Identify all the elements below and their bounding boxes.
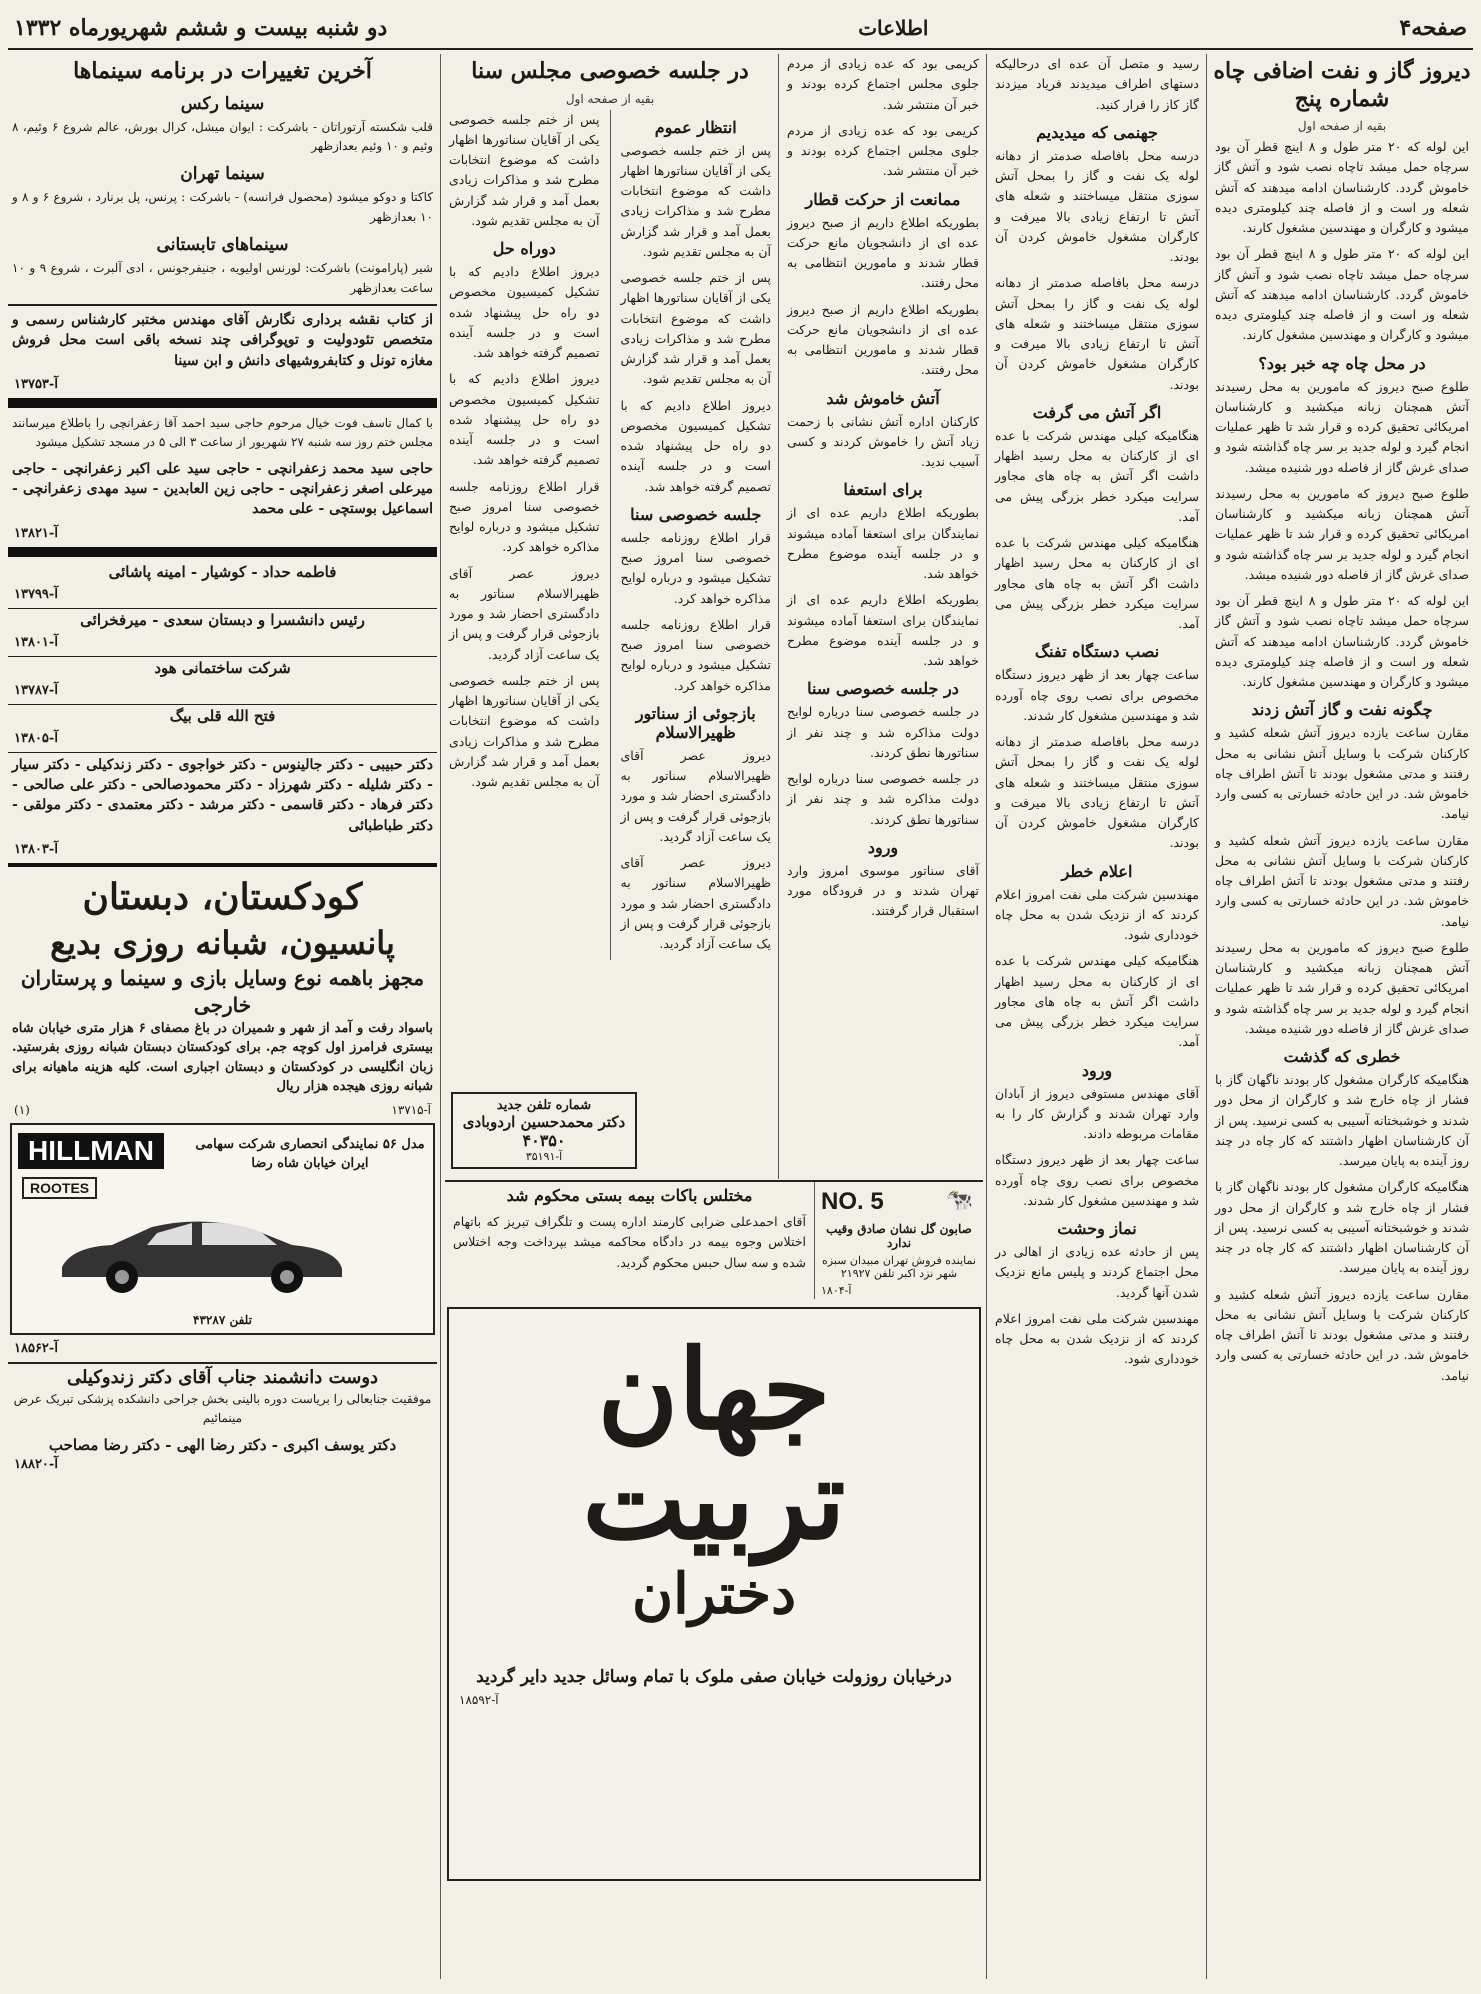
ad-code: آ-۱۳۷۱۵ — [391, 1102, 431, 1117]
subheading: جهنمی که میدیدیم — [1036, 122, 1158, 142]
car-brand: HILLMAN — [18, 1133, 164, 1169]
article-paragraph: در جلسه خصوصی سنا درباره لوایح دولت مذاکره شد و چند نفر از سناتورها نطق کردند. — [787, 704, 979, 760]
headline-cinema: آخرین تغییرات در برنامه سینماها — [73, 58, 372, 84]
article-paragraph: آقای احمدعلی ضرابی کارمند اداره پست و تلگراف تبریز که باتهام اختلاس وجوه بیمه در دادگاه محاکمه میشد بپرداخت وجه اختلاس شده و سه سال حبس محکوم گردید. — [453, 1214, 806, 1270]
ad-code: آ-۱۸۵۹۲ — [459, 1693, 499, 1707]
column-divider — [610, 110, 611, 961]
ad-code: آ-۱۸۸۲۰ — [14, 1457, 58, 1473]
article-paragraph: پس از ختم جلسه خصوصی یکی از آقایان سناتورها اظهار داشت که موضوع انتخابات مطرح شد و مذاکرات زیادی بعمل آمد و قرار شد گزارش آن به مجلس تقدیم شود. — [449, 672, 600, 789]
article-paragraph: دیروز اطلاع دادیم که با تشکیل کمیسیون مخصوص دو راه حل پیشنهاد شده است و در جلسه آینده تصمیم گرفته خواهد شد. — [449, 371, 600, 468]
subheading: نصب دستگاه تفنگ — [1034, 642, 1160, 662]
column-divider — [440, 54, 441, 1979]
article-paragraph: مقارن ساعت یازده دیروز آتش شعله کشید و کارکنان شرکت با وسایل آتش نشانی به محل رفتند و مدتی مشغول بودند تا آتش اطراف چاه خاموش شد. در این حادثه خسارتی به کسی وارد نیامد. — [1215, 1286, 1469, 1383]
article-paragraph: دیروز اطلاع دادیم که با تشکیل کمیسیون مخصوص دو راه حل پیشنهاد شده است و در جلسه آینده تصمیم گرفته خواهد شد. — [449, 264, 600, 360]
article-paragraph: دیروز اطلاع دادیم که با تشکیل کمیسیون مخصوص دو راه حل پیشنهاد شده است و در جلسه آینده تصمیم گرفته خواهد شد. — [620, 397, 771, 494]
subheading: بازجوئی از سناتور ظهیرالاسلام — [635, 703, 756, 742]
doctors-names: دکتر حبیبی - دکتر جالینوس - دکتر خواجوی - دکتر زندکیلی - دکتر سیار - دکتر شلیله - دکتر شهرزاد - دکتر محمودصالحی - دکتر علی صالحی - دکتر فرهاد - دکتر قاسمی - دکتر مرشد - دکتر معتمدی - دکتر مولقی - دکتر طباطبائی — [12, 756, 433, 834]
article-paragraph: پس از ختم جلسه خصوصی یکی از آقایان سناتورها اظهار داشت که موضوع انتخابات مطرح شد و مذاکرات زیادی بعمل آمد و قرار شد گزارش آن به مجلس تقدیم شود. — [449, 111, 600, 228]
article-paragraph: دیروز عصر آقای ظهیرالاسلام سناتور به دادگستری احضار شد و مورد بازجوئی قرار گرفت و پس از یک ساعت آزاد گردید. — [449, 565, 600, 662]
column-misc-news — [783, 54, 983, 1179]
article-paragraph: طلوع صبح دیروز که مامورین به محل رسیدند آتش همچنان زبانه میکشید و کارشناسان امریکائی تحقیق کرده و قرار شد تا ظهر عملیات انجام گیرد و لوله جدید بر سر چاه گذاشته شود و صدای غرش گاز از فاصله دور شنیده میشد. — [1215, 378, 1469, 475]
school-address: درخیابان روزولت خیابان صفی ملوک با تمام وسائل جدید دایر گردید — [476, 1667, 952, 1687]
headline-senate: در جلسه خصوصی مجلس سنا — [471, 58, 749, 84]
article-paragraph: هنگامیکه کارگران مشغول کار بودند ناگهان گاز با فشار از چاه خارج شد و کارگران از محل دور شدند و خوشبختانه آسیبی به کسی نرسید. پس از آن کارشناسان اظهار داشتند که کار چاه در چند روز آینده به پایان میرسد. — [1215, 1179, 1469, 1276]
article-paragraph: طلوع صبح دیروز که مامورین به محل رسیدند آتش همچنان زبانه میکشید و کارشناسان امریکائی تحقیق کرده و قرار شد تا ظهر عملیات انجام گیرد و لوله جدید بر سر چاه گذاشته شود و صدای غرش گاز از فاصله دور شنیده میشد. — [1215, 485, 1469, 582]
headline-embezzlement: مختلس باکات بیمه بستی محکوم شد — [506, 1186, 753, 1205]
black-separator — [8, 398, 437, 408]
article-paragraph: مهندسین شرکت ملی نفت امروز اعلام کردند که از نزدیک شدن به محل چاه خودداری شود. — [995, 886, 1199, 942]
continued-note: بقیه از صفحه اول — [1297, 119, 1387, 133]
article-paragraph: طلوع صبح دیروز که مامورین به محل رسیدند آتش همچنان زبانه میکشید و کارشناسان امریکائی تحقیق کرده و قرار شد تا ظهر عملیات انجام گیرد و لوله جدید بر سر چاه گذاشته شود و صدای غرش گاز از فاصله دور شنیده میشد. — [1215, 939, 1469, 1036]
embezzlement-article — [445, 1182, 814, 1299]
continued-note: بقیه از صفحه اول — [565, 91, 655, 106]
ad-number: (۱) — [14, 1102, 30, 1117]
ad-code: آ-۳۵۱۹۱ — [525, 1150, 563, 1163]
cinema-name: سینما تهران — [180, 164, 265, 185]
subheading: چگونه نفت و گاز آتش زدند — [1251, 700, 1433, 720]
obituary-notice: با کمال تاسف فوت خیال مرحوم حاجی سید احمد آقا زعفرانچی را باطلاع میرسانند مجلس ختم روز سه شنبه ۲۷ شهریور از ساعت ۳ الی ۵ در مسجد تشکیل میشود — [12, 416, 433, 450]
article-paragraph: دیروز عصر آقای ظهیرالاسلام سناتور به دادگستری احضار شد و مورد بازجوئی قرار گرفت و پس از یک ساعت آزاد گردید. — [620, 855, 771, 951]
column-cinema-ads — [8, 54, 437, 1979]
column-divider — [1206, 54, 1207, 1979]
senate-subcol-left — [445, 110, 604, 961]
article-paragraph: کریمی بود که عده زیادی از مردم جلوی مجلس اجتماع کرده بودند و خبر آن منتشر شد. — [787, 122, 979, 179]
article-paragraph: هنگامیکه کیلی مهندس شرکت با عده ای از کارکنان به محل رسید اظهار داشت اگر آتش به چاه های مجاور سرایت میکرد خطر بزرگی پیش می آمد. — [995, 535, 1199, 631]
bottom-center-area — [445, 1180, 983, 1980]
column-divider — [986, 54, 987, 1979]
ad-code: آ-۱۳۸۰۳ — [14, 841, 58, 857]
article-paragraph: کریمی بود که عده زیادی از مردم جلوی مجلس اجتماع کرده بودند و خبر آن منتشر شد. — [787, 56, 979, 112]
subheading: در محل چاه چه خبر بود؟ — [1258, 353, 1426, 373]
article-paragraph: قرار اطلاع روزنامه جلسه خصوصی سنا امروز صبح تشکیل میشود و درباره لوایح مذاکره خواهد کرد. — [620, 616, 771, 693]
ad-title: کودکستان، دبستان — [82, 875, 363, 918]
article-paragraph: درسه محل بافاصله صدمتر از دهانه لوله یک نفت و گاز را بمحل آتش سوزی منتقل میساختند و شعله های آتش تا ارتفاع زیادی بالا میرفت و کارگران مشغول خاموش کردن آن بودند. — [995, 734, 1199, 851]
column-divider — [778, 54, 779, 1179]
subheading: اعلام خطر — [1061, 861, 1133, 881]
column-oil-well — [1211, 54, 1473, 1979]
congrats-signature: دکتر یوسف اکبری - دکتر رضا الهی - دکتر رضا مصاحب — [48, 1435, 397, 1454]
ad-code: آ-۱۳۷۹۹ — [14, 586, 58, 602]
column-senate — [445, 54, 775, 1179]
car-illustration — [52, 1207, 352, 1297]
ad-code: آ-۱۸۵۶۲ — [14, 1340, 58, 1356]
book-ad: از کتاب نقشه برداری نگارش آقای مهندس مختبر کارشناس رسمی و متخصص تئودولیت و توپوگرافی چند نسخه باقی است محل فروش مغازه تونل و کتابفروشیهای دانش و ابن سینا — [12, 312, 433, 369]
column-oil-continued — [991, 54, 1203, 1979]
article-paragraph: درسه محل بافاصله صدمتر از دهانه لوله یک نفت و گاز را بمحل آتش سوزی منتقل میساختند و شعله های آتش تا ارتفاع زیادی بالا میرفت و کارگران مشغول خاموش کردن آن بودند. — [995, 275, 1199, 392]
notice-signature: فاطمه حداد - کوشیار - امینه پاشائی — [108, 562, 337, 581]
article-paragraph: کارکنان اداره آتش نشانی با زحمت زیاد آتش را خاموش کردند و کسی آسیب ندید. — [787, 413, 979, 469]
phone-notice — [451, 1092, 637, 1169]
phone-number: ۴۰۳۵۰ — [522, 1131, 566, 1150]
subheading: انتظار عموم — [654, 117, 737, 137]
subheading: جلسه خصوصی سنا — [630, 504, 762, 524]
article-paragraph: درسه محل بافاصله صدمتر از دهانه لوله یک نفت و گاز را بمحل آتش سوزی منتقل میساختند و شعله های آتش تا ارتفاع زیادی بالا میرفت و کارگران مشغول خاموش کردن آن بودند. — [995, 147, 1199, 264]
issue-date: دو شنبه بیست و ششم شهریورماه ۱۳۳۲ — [14, 15, 388, 41]
newspaper-name: اطلاعات — [858, 16, 929, 40]
article-paragraph: این لوله که ۲۰ متر طول و ۸ اینچ قطر آن بود سرچاه حمل میشد تاچاه نصب شود و آتش گاز خاموش گردد. کارشناسان ادامه میدهند که آتش شعله ور است و از فاصله چند کیلومتری دیده میشود و کارگران و مهندسین مشغول کارند. — [1215, 246, 1469, 343]
ad-code: آ-۱۳۷۵۳ — [14, 377, 58, 393]
cow-icon: 🐄 — [945, 1188, 973, 1213]
ad-body: باسواد رفت و آمد از شهر و شمیران در باغ مصفای ۶ هزار متری خیابان شاه بیستری فرامرز اول کوچه جم. برای کودکستان دبستان شبانه روزی بفرستید. زبان انگلیسی در کودکستان و دبستان اجباری است. کلیه هزینه ماهیانه برای شبانه روزی هیجده هزار ریال — [12, 1020, 434, 1095]
article-paragraph: پس از حادثه عده زیادی از اهالی در محل اجتماع کردند و پلیس مانع نزدیک شدن آنها گردید. — [995, 1244, 1199, 1300]
ad-code: آ-۱۳۸۰۱ — [14, 634, 58, 650]
school-subtitle: دختران — [631, 1561, 797, 1627]
article-paragraph: این لوله که ۲۰ متر طول و ۸ اینچ قطر آن بود سرچاه حمل میشد تاچاه نصب شود و آتش گاز خاموش گردد. کارشناسان ادامه میدهند که آتش شعله ور است و از فاصله چند کیلومتری دیده میشود و کارگران و مهندسین مشغول کارند. — [1215, 593, 1469, 689]
subheading: نماز وحشت — [1057, 1219, 1137, 1238]
ad-code: آ-۱۳۸۲۱ — [14, 525, 58, 541]
subheading: خطری که گذشت — [1283, 1047, 1401, 1066]
obituary-names: حاجی سید محمد زعفرانچی - حاجی سید علی اکبر زعفرانچی - حاجی میرعلی اصغر زعفرانچی - حاجی زین العابدین - سید مهدی زعفرانچی - اسماعیل بوستچی - علی محمد — [12, 460, 433, 518]
cinema-program: شیر (پارامونت) باشرکت: لورنس اولیویه ، جنیفرجونس ، ادی آلبرت ، شروع ۹ و ۱۰ ساعت بعدازظهر — [12, 261, 433, 295]
article-paragraph: مقارن ساعت یازده دیروز آتش شعله کشید و کارکنان شرکت با وسایل آتش نشانی به محل رفتند و مدتی مشغول بودند تا آتش اطراف چاه خاموش شد. در این حادثه خسارتی به کسی وارد نیامد. — [1215, 725, 1469, 822]
page-number: صفحه۴ — [1399, 15, 1467, 41]
cinema-name: سینماهای تابستانی — [156, 235, 289, 256]
article-paragraph: در جلسه خصوصی سنا درباره لوایح دولت مذاکره شد و چند نفر از سناتورها نطق کردند. — [787, 771, 979, 827]
article-paragraph: ساعت چهار بعد از ظهر دیروز دستگاه مخصوص برای نصب روی چاه آورده شد و مهندسین مشغول کار شدند. — [995, 1152, 1199, 1208]
phone-title: شماره تلفن جدید — [496, 1098, 592, 1113]
article-paragraph: بطوریکه اطلاع داریم از صبح دیروز عده ای از دانشجویان مانع حرکت قطار شدند و مامورین انتظامی به محل رفتند. — [787, 301, 979, 378]
notice-signature: شرکت ساختمانی هود — [154, 658, 291, 677]
senate-two-columns — [445, 110, 775, 961]
subheading: اگر آتش می گرفت — [1032, 402, 1162, 422]
subheading: ورود — [1081, 1060, 1113, 1080]
newspaper-page — [8, 8, 1473, 1986]
notice-signature: رئیس دانشسرا و دبستان سعدی - میرفخرائی — [80, 610, 365, 629]
article-paragraph: بطوریکه اطلاع داریم عده ای از نمایندگان برای استعفا آماده میشوند و در جلسه آینده موضوع مطرح خواهد شد. — [787, 592, 979, 668]
ad-subtitle: مجهز باهمه نوع وسایل بازی و سینما و پرستاران خارجی — [20, 965, 425, 1017]
cinema-name: سینما رکس — [180, 93, 265, 114]
kindergarten-ad — [8, 873, 437, 1117]
ad-code: آ-۱۳۷۸۷ — [14, 682, 58, 698]
article-paragraph: ساعت چهار بعد از ظهر دیروز دستگاه مخصوص برای نصب روی چاه آورده شد و مهندسین مشغول کار شدند. — [995, 667, 1199, 723]
senate-subcol-right — [617, 110, 776, 961]
car-phone: تلفن ۴۳۲۸۷ — [193, 1312, 252, 1327]
article-paragraph: دیروز عصر آقای ظهیرالاسلام سناتور به دادگستری احضار شد و مورد بازجوئی قرار گرفت و پس از یک ساعت آزاد گردید. — [620, 747, 771, 844]
phone-name: دکتر محمدحسین اردوبادی — [462, 1113, 626, 1131]
black-separator — [8, 863, 437, 867]
soap-address: نماینده فروش تهران مبیدان سبزه شهر نزد اکبر تلفن ۲۱۹۲۷ — [822, 1254, 976, 1280]
congrats-title: دوست دانشمند جناب آقای دکتر زندوکیلی — [66, 1366, 379, 1388]
cinema-program: کاکتا و دوکو میشود (محصول فرانسه) - باشرکت : پرنس، پل برنارد ، شروع ۶ و ۸ و ۱۰ بعدازظهر — [12, 190, 433, 224]
ad-code: آ-۱۸۰۴ — [821, 1284, 852, 1297]
article-paragraph: مقارن ساعت یازده دیروز آتش شعله کشید و کارکنان شرکت با وسایل آتش نشانی به محل رفتند و مدتی مشغول بودند تا آتش اطراف چاه خاموش شد. در این حادثه خسارتی به کسی وارد نیامد. — [1215, 832, 1469, 929]
congrats-text: موفقیت جنابعالی را بریاست دوره بالینی بخش جراحی دانشکده پزشکی تبریک عرض مینمائیم — [13, 1392, 432, 1426]
subheading: ورود — [867, 837, 899, 857]
hillman-car-ad — [10, 1123, 435, 1335]
article-paragraph: قرار اطلاع روزنامه جلسه خصوصی سنا امروز صبح تشکیل میشود و درباره لوایح مذاکره خواهد کرد. — [449, 478, 600, 555]
article-paragraph: این لوله که ۲۰ متر طول و ۸ اینچ قطر آن بود سرچاه حمل میشد تاچاه نصب شود و آتش گاز خاموش گردد. کارشناسان ادامه میدهند که آتش شعله ور است و از فاصله چند کیلومتری دیده میشود و کارگران و مهندسین مشغول کارند. — [1215, 139, 1469, 235]
subheading: در جلسه خصوصی سنا — [807, 679, 959, 699]
article-paragraph: بطوریکه اطلاع داریم عده ای از نمایندگان برای استعفا آماده میشوند و در جلسه آینده موضوع مطرح خواهد شد. — [787, 505, 979, 581]
article-paragraph: آقای مهندس مستوفی دیروز از آبادان وارد تهران شدند و گزارش کار را به مقامات مربوطه دادند. — [995, 1085, 1199, 1141]
subheading: آتش خاموش شد — [826, 388, 940, 408]
cinema-program: قلب شکسته آرتوراتان - باشرکت : ایوان میشل، کرال بورش، عالم شروع ۶ وئیم، ۸ وئیم و ۱۰ وئیم بعدازظهر — [12, 119, 433, 153]
article-paragraph: هنگامیکه کارگران مشغول کار بودند ناگهان گاز با فشار از چاه خارج شد و کارگران از محل دور شدند و خوشبختانه آسیبی به کسی نرسید. پس از آن کارشناسان اظهار داشتند که کار چاه در چند روز آینده به پایان میرسد. — [1215, 1072, 1469, 1168]
brand-number: NO. 5 — [821, 1188, 884, 1215]
article-paragraph: پس از ختم جلسه خصوصی یکی از آقایان سناتورها اظهار داشت که موضوع انتخابات مطرح شد و مذاکرات زیادی بعمل آمد و قرار شد گزارش آن به مجلس تقدیم شود. — [620, 142, 771, 259]
notice-signature: فتح الله قلی بیگ — [169, 706, 276, 725]
subheading: دوراه حل — [492, 239, 556, 258]
ad-code: آ-۱۳۸۰۵ — [14, 730, 58, 746]
school-title: جهان تربیت — [582, 1325, 846, 1564]
black-separator — [8, 547, 437, 557]
subheading: برای استعفا — [843, 480, 923, 500]
soap-ad — [814, 1182, 983, 1299]
article-paragraph: آقای سناتور موسوی امروز وارد تهران شدند و در فرودگاه مورد استقبال قرار گرفتند. — [787, 862, 979, 919]
page-header — [8, 8, 1473, 50]
soap-slogan: صابون گل نشان صادق وقیب ندارد — [826, 1222, 972, 1250]
car-description: مدل ۵۶ نمایندگی انحصاری شرکت سهامی ایران خیابان شاه رضا — [195, 1136, 425, 1172]
article-paragraph: مهندسین شرکت ملی نفت امروز اعلام کردند که از نزدیک شدن به محل چاه خودداری شود. — [995, 1310, 1199, 1367]
school-ad-banner — [447, 1307, 981, 1881]
article-paragraph: هنگامیکه کیلی مهندس شرکت با عده ای از کارکنان به محل رسید اظهار داشت اگر آتش به چاه های مجاور سرایت میکرد خطر بزرگی پیش می آمد. — [995, 953, 1199, 1050]
article-paragraph: رسید و متصل آن عده ای درحالیکه دستهای اطراف میدیدند فریاد میزدند گاز کاز را فرار کنید. — [995, 56, 1199, 112]
subheading: ممانعت از حرکت قطار — [805, 189, 961, 209]
car-tag: ROOTES — [22, 1177, 97, 1199]
article-paragraph: هنگامیکه کیلی مهندس شرکت با عده ای از کارکنان به محل رسید اظهار داشت اگر آتش به چاه های مجاور سرایت میکرد خطر بزرگی پیش می آمد. — [995, 427, 1199, 524]
article-paragraph: بطوریکه اطلاع داریم از صبح دیروز عده ای از دانشجویان مانع حرکت قطار شدند و مامورین انتظامی به محل رفتند. — [787, 214, 979, 291]
article-paragraph: پس از ختم جلسه خصوصی یکی از آقایان سناتورها اظهار داشت که موضوع انتخابات مطرح شد و مذاکرات زیادی بعمل آمد و قرار شد گزارش آن به مجلس تقدیم شود. — [620, 270, 771, 387]
ad-title: پانسیون، شبانه روزی بدیع — [50, 923, 395, 962]
article-paragraph: قرار اطلاع روزنامه جلسه خصوصی سنا امروز صبح تشکیل میشود و درباره لوایح مذاکره خواهد کرد. — [620, 529, 771, 606]
headline-oil-well: دیروز گاز و نفت اضافی چاه شماره پنج — [1213, 58, 1471, 112]
